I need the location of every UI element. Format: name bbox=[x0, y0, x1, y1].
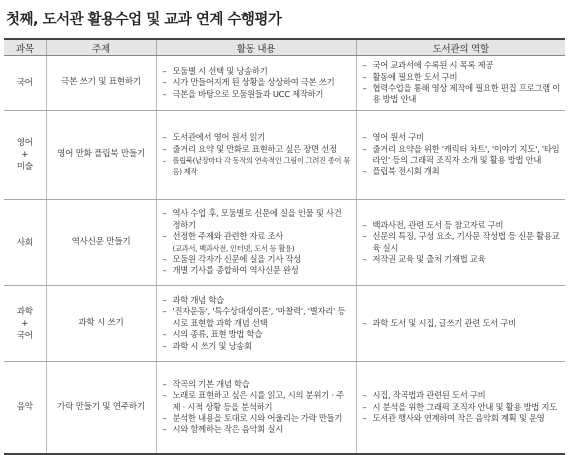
subject-plus: + bbox=[21, 318, 29, 329]
activities-cell bbox=[156, 111, 356, 200]
subject-cell bbox=[4, 111, 46, 200]
library-role-item: – 영어 원서 구비 bbox=[363, 132, 562, 143]
header-library-role: 도서관의 역할 bbox=[356, 39, 565, 56]
activity-item: – 분석한 내용을 토대로 시와 어울리는 가락 만들기 bbox=[163, 413, 352, 424]
table-header-row bbox=[4, 39, 565, 56]
subject-label: 음악 bbox=[16, 402, 33, 413]
library-role-item: – 시집, 작곡법과 관련된 도서 구비 bbox=[363, 390, 562, 401]
activities-cell bbox=[156, 362, 356, 454]
library-role-cell bbox=[356, 111, 565, 200]
table-row bbox=[4, 362, 565, 454]
activity-item: – 줄거리 요약 및 만화로 표현하고 싶은 장면 선정 bbox=[163, 144, 352, 155]
subject-label: 과학 bbox=[16, 306, 33, 317]
subject-label: 국어 bbox=[16, 78, 33, 88]
subject-cell bbox=[4, 56, 46, 111]
library-role-cell bbox=[356, 362, 565, 454]
header-subject: 과목 bbox=[4, 39, 46, 56]
activity-item: – 과학 시 쓰기 및 낭송회 bbox=[163, 341, 352, 352]
library-role-cell bbox=[356, 286, 565, 362]
activity-item: – 역사 수업 후, 모둠별로 신문에 실을 인물 및 사건 정하기 bbox=[163, 208, 352, 231]
table-row bbox=[4, 200, 565, 286]
activity-item: – 시가 만들어지게 된 상황을 상상하여 극본 쓰기 bbox=[163, 77, 352, 88]
theme-cell: 과학 시 쓰기 bbox=[46, 286, 156, 362]
header-theme: 주제 bbox=[46, 39, 156, 56]
subject-label: 미술 bbox=[16, 162, 33, 172]
table-row bbox=[4, 286, 565, 362]
activity-item: – 플립북(낱장마다 각 동작의 연속적인 그림이 그려진 종이 묶음) 제작 bbox=[163, 155, 352, 178]
activity-item: – 노래로 표현하고 싶은 시를 읽고, 시의 분위기 · 주제 · 시적 상황 등을 분석하기 bbox=[163, 390, 352, 413]
library-role-item: – 과학 도서 및 시집, 글쓰기 관련 도서 구비 bbox=[363, 318, 562, 329]
subject-cell bbox=[4, 200, 46, 286]
activity-item: – 시의 종류, 표현 방법 학습 bbox=[163, 329, 352, 340]
activity-item: – 모둠별 시 선택 및 낭송하기 bbox=[163, 66, 352, 77]
activity-item: – '진자운동', '특수상대성이론', '마찰력', '별자리' 등 시로 표현할 과학 개념 선택 bbox=[163, 306, 352, 329]
theme-cell: 가락 만들기 및 연주하기 bbox=[46, 362, 156, 454]
subject-label: 국어 bbox=[16, 330, 33, 341]
activity-note: (교과서, 백과사전, 인터넷, 도서 등 활용) bbox=[172, 243, 295, 253]
library-role-item: – 시 분석을 위한 그래픽 조직자 안내 및 활용 방법 지도 bbox=[363, 402, 562, 413]
library-role-item: – 백과사전, 관련 도서 등 참고자료 구비 bbox=[363, 220, 562, 231]
theme-cell: 영어 만화 플립북 만들기 bbox=[46, 111, 156, 200]
subject-label: 영어 bbox=[16, 138, 33, 148]
library-role-item: – 신문의 특징, 구성 요소, 기사문 작성법 등 신문 활용교육 실시 bbox=[363, 231, 562, 254]
activity-table bbox=[4, 38, 565, 455]
theme-cell: 극본 쓰기 및 표현하기 bbox=[46, 56, 156, 111]
library-role-item: – 줄거리 요약을 위한 '캐릭터 차트', '이야기 지도', '타임라인' 등의 그래픽 조직자 소개 및 활용 방법 안내 bbox=[363, 144, 562, 167]
activities-cell bbox=[156, 200, 356, 286]
library-role-item: – 국어 교과서에 수록된 시 목록 제공 bbox=[363, 60, 562, 71]
subject-label: 사회 bbox=[16, 237, 33, 248]
table-row bbox=[4, 111, 565, 200]
page-title: 첫째, 도서관 활용수업 및 교과 연계 수행평가 bbox=[6, 12, 282, 28]
library-role-item: – 도서관 행사와 연계하여 작은 음악회 계획 및 운영 bbox=[363, 413, 562, 424]
library-role-cell bbox=[356, 56, 565, 111]
subject-cell bbox=[4, 362, 46, 454]
activities-cell bbox=[156, 286, 356, 362]
activity-item: – 도서관에서 영어 원서 읽기 bbox=[163, 132, 352, 143]
table-row bbox=[4, 56, 565, 111]
activity-item: – 작곡의 기본 개념 학습 bbox=[163, 379, 352, 390]
activity-item: – 과학 개념 학습 bbox=[163, 295, 352, 306]
library-role-item: – 플립북 전시회 개최 bbox=[363, 166, 562, 177]
activity-item: – 시와 함께하는 작은 음악회 실시 bbox=[163, 424, 352, 435]
subject-cell bbox=[4, 286, 46, 362]
activity-item: – 선정한 주제와 관련한 자료 조사 bbox=[163, 231, 352, 242]
subject-plus: + bbox=[21, 150, 29, 160]
activity-item: – 개별 기사를 종합하여 역사신문 완성 bbox=[163, 265, 352, 276]
library-role-item: – 저작권 교육 및 출처 기재법 교육 bbox=[363, 254, 562, 265]
activity-item: – 모둠원 각자가 신문에 실을 기사 작성 bbox=[163, 254, 352, 265]
library-role-item: – 협력수업을 통해 영상 제작에 필요한 편집 프로그램 이용 방법 안내 bbox=[363, 83, 562, 106]
library-role-item: – 활동에 필요한 도서 구비 bbox=[363, 72, 562, 83]
activities-cell bbox=[156, 56, 356, 111]
header-activities: 활동 내용 bbox=[156, 39, 356, 56]
activity-item: – 극본을 바탕으로 모둠원들과 UCC 제작하기 bbox=[163, 89, 352, 100]
library-role-cell bbox=[356, 200, 565, 286]
theme-cell: 역사신문 만들기 bbox=[46, 200, 156, 286]
